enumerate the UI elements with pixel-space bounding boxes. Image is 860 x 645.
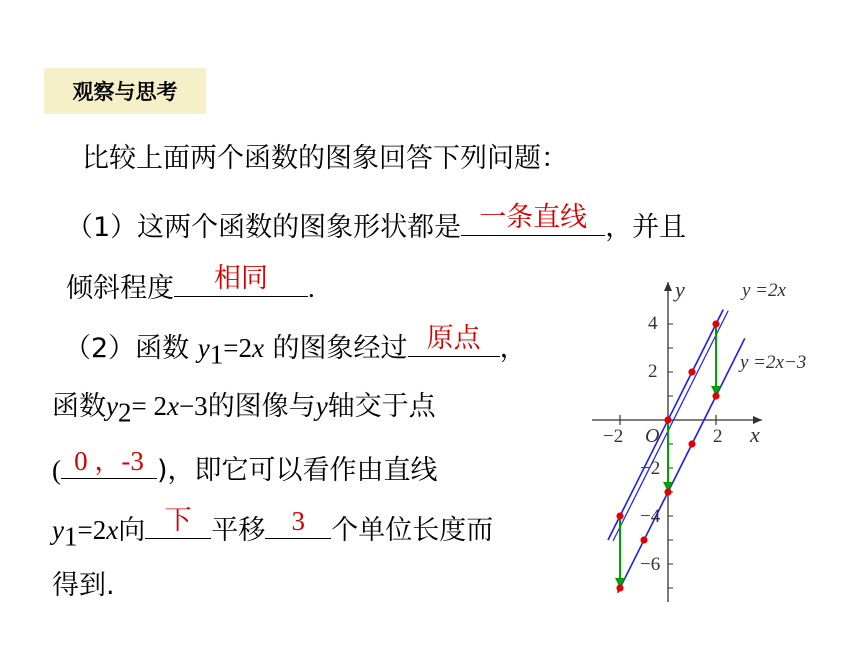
q2-blank-pass — [408, 323, 500, 357]
q1-answer-shape: 一条直线 — [479, 202, 588, 233]
question-1-line-2 — [66, 263, 315, 307]
y-tick-label: −2 — [640, 458, 661, 479]
q2-l2-prefix: 函数 — [52, 391, 106, 422]
q2-y2: y — [106, 391, 118, 421]
q2-y1-x: x — [251, 333, 264, 363]
x-tick-label: 2 — [713, 426, 723, 447]
question-2-line-5: 得到. — [52, 570, 115, 601]
q1-period: . — [308, 273, 315, 303]
y-tick-label: 4 — [648, 313, 658, 334]
q1-line2-prefix: 倾斜程度 — [66, 273, 174, 304]
q2-answer-dir: 下 — [164, 505, 192, 536]
q2-prefix: （2）函数 — [64, 333, 198, 364]
graph-origin-label: O — [645, 425, 660, 447]
q2-y1-sub: 1 — [209, 339, 224, 370]
q2-l4-suffix: 个单位长度而 — [331, 515, 494, 546]
q2-l2-y: y — [315, 391, 328, 421]
q2-answer-units: 3 — [291, 506, 305, 536]
q2-l4-eq: =2 — [77, 515, 107, 545]
graph-equation-y-2x: y =2x — [742, 280, 786, 301]
y-tick-label: 2 — [648, 361, 658, 382]
q1-blank-slope — [174, 263, 308, 297]
line-y-2x — [608, 310, 723, 540]
graph-point — [664, 416, 671, 423]
graph-x-axis-label: x — [750, 422, 760, 447]
q2-blank-dir — [145, 505, 211, 539]
q2-y2-sub: 2 — [117, 397, 132, 428]
q2-l2-mid: 的图像与 — [207, 391, 316, 422]
graph-point — [712, 320, 719, 327]
y-tick-label: −6 — [640, 554, 661, 575]
q2-comma: ， — [499, 333, 527, 364]
graph-point — [688, 368, 695, 375]
x-tick-label: −2 — [603, 426, 624, 447]
q1-prefix: （1）这两个函数的图象形状都是 — [66, 212, 462, 243]
q2-l4-y: y — [52, 515, 64, 545]
graph-equation-y-2x-minus-3: y =2x−3 — [740, 352, 807, 373]
q1-answer-slope: 相同 — [214, 263, 268, 294]
q2-y2-x: x — [166, 391, 179, 421]
function-graph — [580, 270, 840, 615]
q2-l4-sub: 1 — [63, 521, 78, 552]
graph-point — [712, 392, 719, 399]
question-2-line-4 — [52, 505, 494, 554]
q2-l4-dir: 向 — [118, 515, 146, 546]
q2-y1: y — [197, 333, 210, 363]
q2-y1-eq: =2 — [223, 333, 252, 363]
graph-point — [640, 536, 647, 543]
q2-y2-rest: −3 — [178, 391, 208, 421]
q1-suffix: ，并且 — [605, 212, 687, 243]
q2-l4-x: x — [106, 515, 119, 545]
question-1-line-1 — [66, 202, 687, 246]
intro-text: 比较上面两个函数的图象回答下列问题： — [82, 143, 568, 174]
y-tick-label: −4 — [640, 506, 661, 527]
q2-l2-suffix: 轴交于点 — [327, 391, 436, 422]
graph-point — [664, 488, 671, 495]
graph-y-axis-label: y — [675, 277, 685, 302]
question-2-line-3 — [52, 448, 438, 489]
section-tag: 观察与思考 — [44, 68, 206, 114]
question-2-line-1 — [64, 323, 527, 372]
q2-mid: 的图象经过 — [263, 333, 408, 364]
y-axis-arrow-icon — [664, 282, 672, 291]
q2-blank-units — [265, 508, 331, 539]
q2-blank-point — [61, 448, 157, 479]
q2-l4-move: 平移 — [211, 515, 266, 546]
line-y-2x-outline — [613, 311, 728, 541]
q2-answer-pass: 原点 — [426, 323, 481, 354]
question-2-line-2 — [52, 388, 436, 430]
line-y-2x-minus-3 — [618, 338, 745, 592]
graph-point — [616, 584, 623, 591]
q2-l3-open: ( — [52, 455, 61, 485]
q2-answer-point: 0 ，-3 — [74, 446, 144, 476]
graph-point — [688, 440, 695, 447]
q2-y2-eq: = 2 — [131, 391, 167, 421]
q2-l3-close: )，即它可以看作由直线 — [157, 455, 438, 486]
graph-point — [616, 512, 623, 519]
q1-blank-shape — [461, 202, 605, 236]
